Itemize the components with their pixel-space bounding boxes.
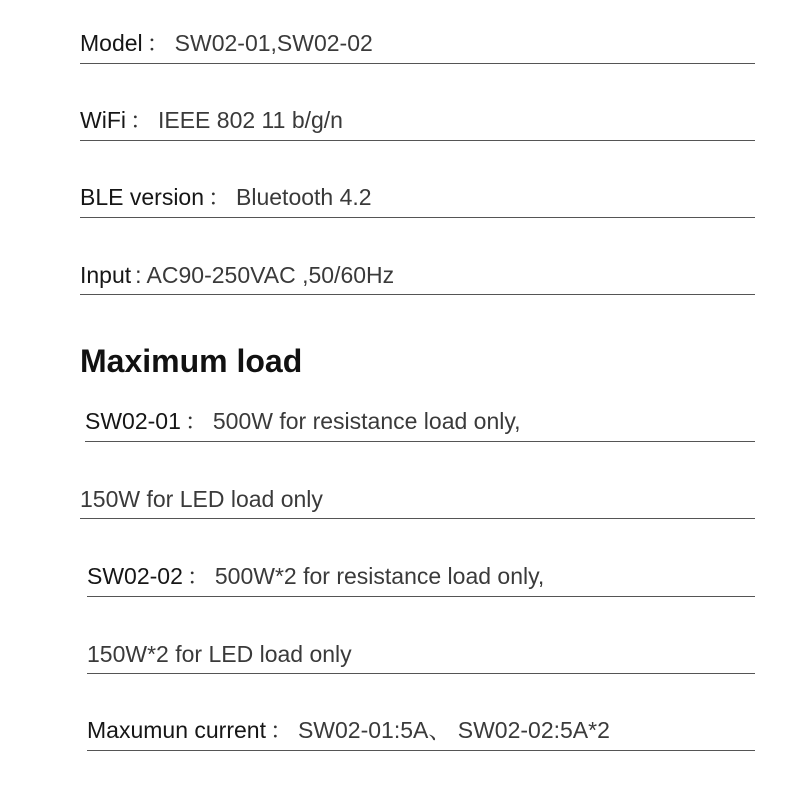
spec-separator: : xyxy=(135,262,142,288)
spec-separator: ： xyxy=(129,107,153,133)
load-separator: ： xyxy=(184,408,208,434)
spec-row-input xyxy=(80,255,755,295)
spec-label: Input xyxy=(80,262,132,288)
spec-row-ble-version xyxy=(80,178,755,218)
load-label: SW02-01 xyxy=(85,408,181,434)
spec-label: WiFi xyxy=(80,107,126,133)
spec-label: BLE version xyxy=(80,184,205,210)
load-value: 150W*2 for LED load only xyxy=(87,641,352,667)
load-row-sw02-02 xyxy=(87,557,755,597)
spec-row-wifi xyxy=(80,101,755,141)
load-label: Maxumun current xyxy=(87,717,266,743)
load-separator: ： xyxy=(269,717,293,743)
spec-row-model xyxy=(80,24,755,64)
spec-value: AC90-250VAC ,50/60Hz xyxy=(146,262,395,288)
spec-label: Model xyxy=(80,30,143,56)
load-value: 500W*2 for resistance load only, xyxy=(214,563,545,589)
load-row-max-current xyxy=(87,711,755,751)
load-value: 500W for resistance load only, xyxy=(212,408,521,434)
load-separator: ： xyxy=(186,563,210,589)
spec-separator: ： xyxy=(146,30,170,56)
load-value: SW02-01:5A、 SW02-02:5A*2 xyxy=(297,717,610,743)
section-title-maximum-load: Maximum load xyxy=(80,343,303,379)
load-row-sw02-01-led xyxy=(80,479,755,519)
load-row-sw02-02-led xyxy=(87,634,755,674)
spec-value: IEEE 802 11 b/g/n xyxy=(157,107,343,133)
load-label: SW02-02 xyxy=(87,563,183,589)
load-row-sw02-01 xyxy=(85,402,755,442)
load-value: 150W for LED load only xyxy=(80,486,323,512)
spec-separator: ： xyxy=(208,184,232,210)
spec-value: SW02-01,SW02-02 xyxy=(174,30,373,56)
spec-value: Bluetooth 4.2 xyxy=(236,184,372,210)
